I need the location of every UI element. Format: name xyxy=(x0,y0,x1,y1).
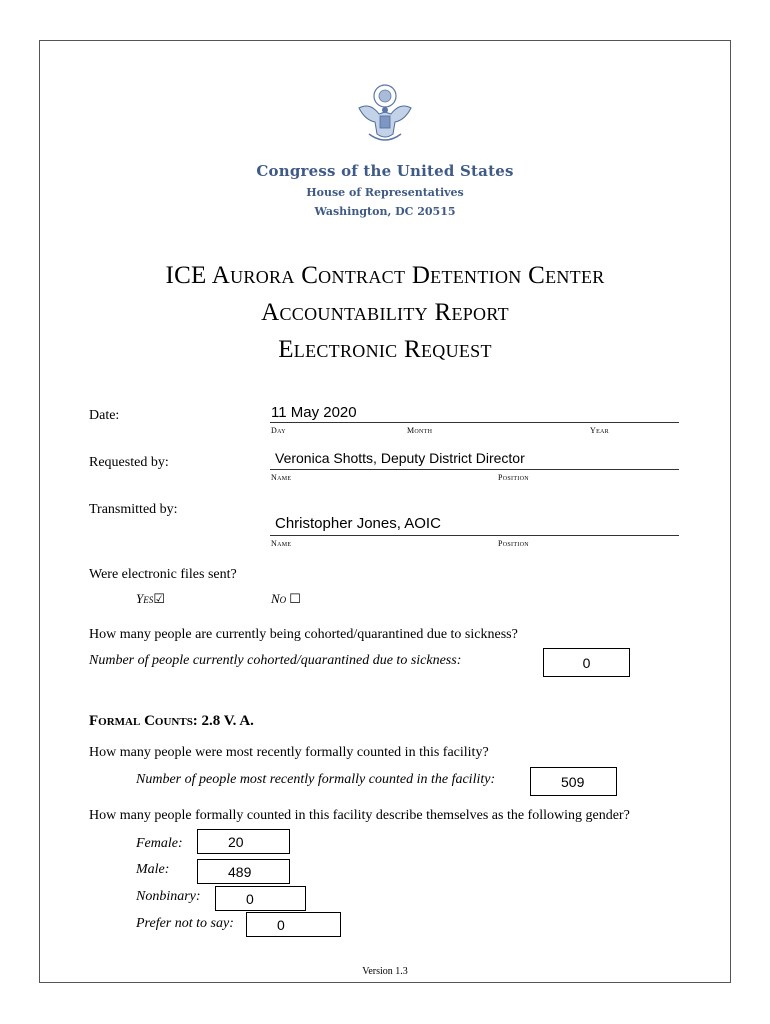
male-count-input[interactable]: 489 xyxy=(197,859,290,884)
prefer-not-label: Prefer not to say: xyxy=(136,916,234,931)
caption-name: Name xyxy=(271,539,292,548)
title-line-2: Accountability Report xyxy=(261,299,509,326)
formal-count-input[interactable]: 509 xyxy=(530,767,617,796)
electronic-files-question: Were electronic files sent? xyxy=(89,567,237,582)
transmitted-by-value[interactable]: Christopher Jones, AOIC xyxy=(275,515,441,532)
caption-position: Position xyxy=(498,539,529,548)
letterhead-house: House of Representatives xyxy=(306,186,464,199)
caption-year: Year xyxy=(590,426,609,435)
yes-option[interactable] xyxy=(136,591,165,607)
quarantine-count-input[interactable]: 0 xyxy=(543,648,630,677)
requested-by-label: Requested by: xyxy=(89,455,169,470)
yes-label: Yes xyxy=(136,591,154,606)
formal-counts-header: Formal Counts: 2.8 V. A. xyxy=(89,713,254,729)
transmitted-by-label: Transmitted by: xyxy=(89,502,178,517)
caption-name: Name xyxy=(271,473,292,482)
date-line xyxy=(270,422,679,423)
formal-count-question: How many people were most recently formally counted in this facility? xyxy=(89,745,489,760)
requested-by-line xyxy=(270,469,679,470)
us-house-seal-icon xyxy=(355,82,415,148)
transmitted-by-line xyxy=(270,535,679,536)
quarantine-question: How many people are currently being cohorted/quarantined due to sickness? xyxy=(89,627,518,642)
gender-question: How many people formally counted in this facility describe themselves as the following gender? xyxy=(89,808,630,823)
title-line-1: ICE Aurora Contract Detention Center xyxy=(165,262,605,289)
female-label: Female: xyxy=(136,836,183,851)
letterhead-address: Washington, DC 20515 xyxy=(314,205,456,218)
no-option[interactable] xyxy=(271,591,301,607)
nonbinary-count-input[interactable]: 0 xyxy=(215,886,306,911)
requested-by-value[interactable]: Veronica Shotts, Deputy District Director xyxy=(275,450,525,466)
female-count-input[interactable]: 20 xyxy=(197,829,290,854)
caption-month: Month xyxy=(407,426,433,435)
checked-box-icon[interactable]: ☑ xyxy=(153,591,165,606)
date-label: Date: xyxy=(89,408,120,423)
caption-position: Position xyxy=(498,473,529,482)
formal-count-field-label: Number of people most recently formally counted in the facility: xyxy=(136,772,496,787)
nonbinary-label: Nonbinary: xyxy=(136,889,201,904)
date-value[interactable]: 11 May 2020 xyxy=(271,404,357,421)
letterhead-congress: Congress of the United States xyxy=(256,162,514,180)
title-line-3: Electronic Request xyxy=(278,336,492,363)
no-label: No xyxy=(271,591,287,606)
version-label: Version 1.3 xyxy=(362,966,408,977)
male-label: Male: xyxy=(136,862,170,877)
quarantine-field-label: Number of people currently cohorted/quarantined due to sickness: xyxy=(89,653,462,668)
unchecked-box-icon[interactable]: ☐ xyxy=(289,591,301,606)
caption-day: Day xyxy=(271,426,286,435)
prefer-not-count-input[interactable]: 0 xyxy=(246,912,341,937)
